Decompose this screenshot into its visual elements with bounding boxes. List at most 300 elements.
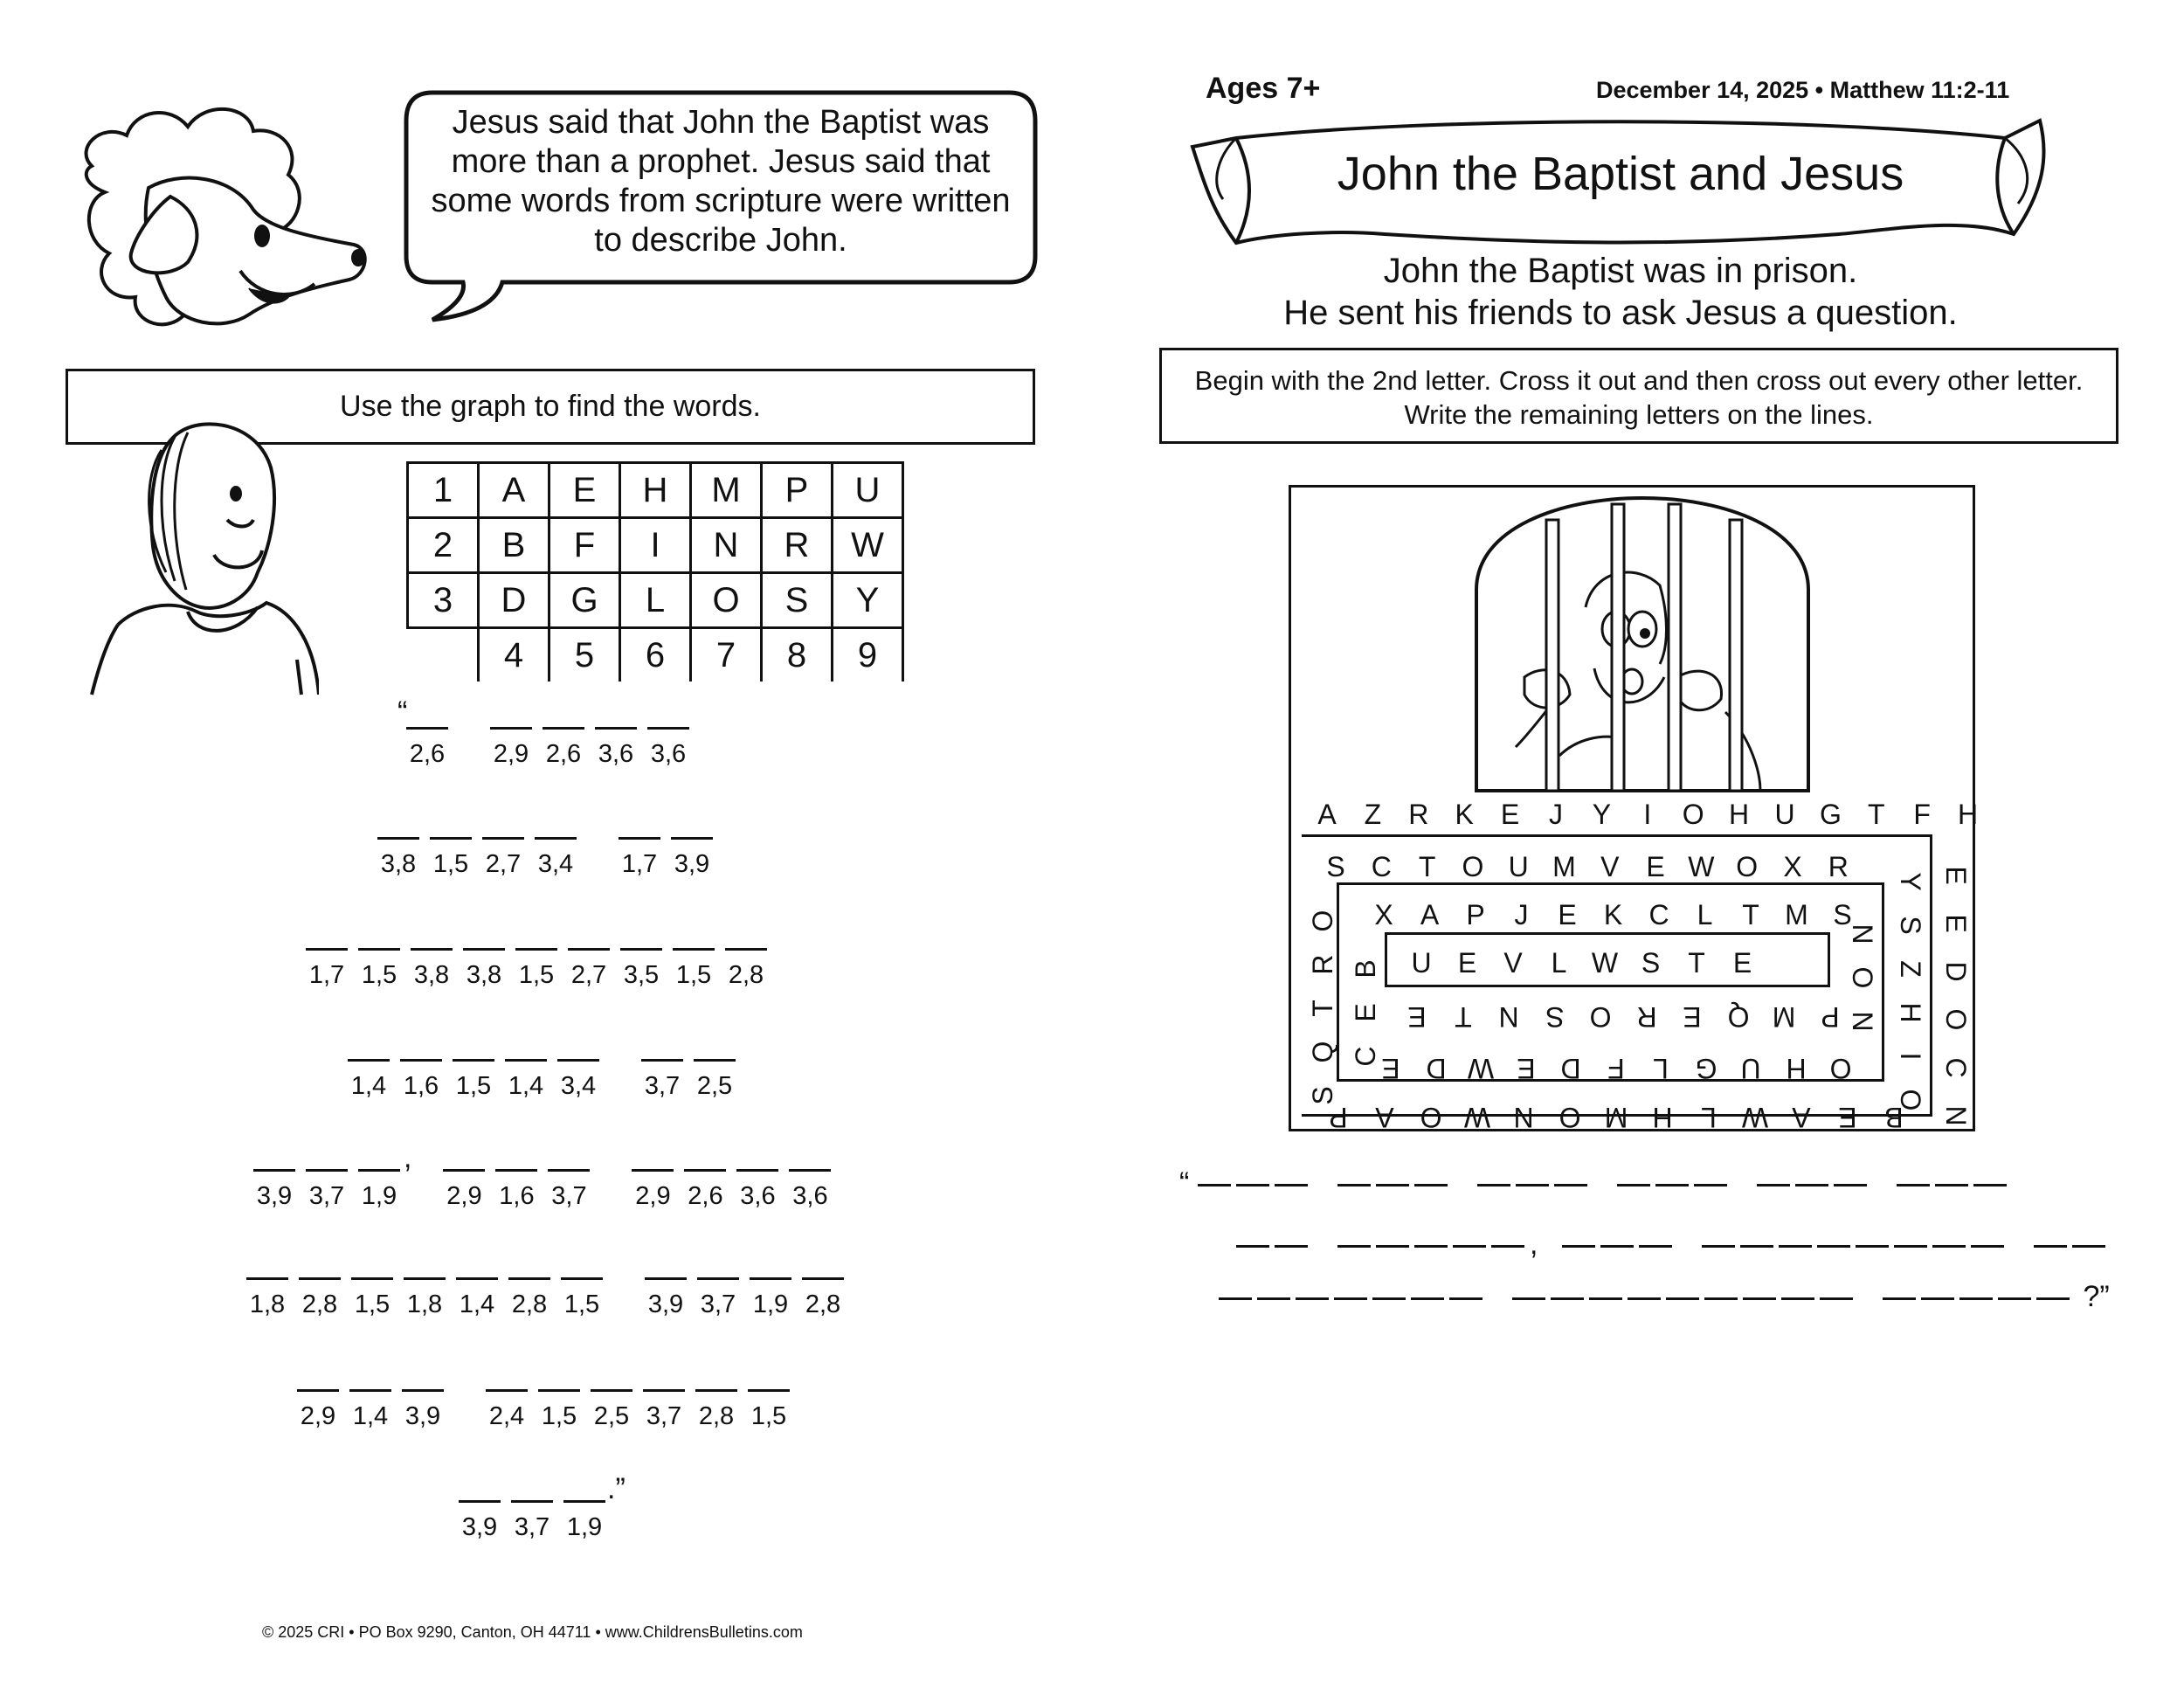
maze-outer-top-letter: W: [1688, 851, 1715, 882]
answer-blank[interactable]: [1757, 1184, 1790, 1186]
page-title: John the Baptist and Jesus: [1337, 148, 1904, 200]
letter-slot[interactable]: [306, 948, 348, 990]
letter-code: 2,6: [409, 740, 446, 768]
graph-instruction-text: Use the graph to find the words.: [340, 390, 761, 423]
maze-mid-bottom-letter: G: [1695, 1053, 1717, 1084]
maze-left-outer-letter: R: [1307, 954, 1338, 975]
maze-mid-top-letter: K: [1603, 899, 1623, 930]
maze-top-letter: I: [1643, 799, 1652, 830]
answer-blank[interactable]: [1743, 1297, 1776, 1300]
maze-left-inner-letter: E: [1350, 1003, 1381, 1022]
maze-top-letter: T: [1868, 799, 1885, 830]
letter-slot[interactable]: [684, 1169, 726, 1211]
letter-slot[interactable]: [486, 1389, 528, 1431]
answer-blank[interactable]: [1337, 1184, 1371, 1186]
graph-col-number: 9: [833, 628, 903, 682]
letter-slot[interactable]: [695, 1389, 737, 1431]
maze-top-letter: E: [1500, 799, 1520, 830]
letter-code: 3,6: [740, 1182, 776, 1210]
maze-top-letter: G: [1819, 799, 1842, 830]
letter-code: 1,4: [350, 1072, 387, 1100]
question-line-2: [1236, 1228, 2111, 1262]
prison-illustration: [1472, 494, 1813, 795]
letter-slot[interactable]: [748, 1389, 790, 1431]
maze-outer-right-letter: H: [1895, 1002, 1926, 1023]
maze-inner-bottom-letter: P: [1820, 1001, 1840, 1033]
maze-outer-top-letter: C: [1371, 851, 1392, 882]
maze-mid-right-letter: N: [1847, 1011, 1878, 1032]
letter-code: 2,4: [488, 1402, 525, 1430]
maze-mid-top-letter: M: [1785, 899, 1808, 930]
letter-slot[interactable]: [725, 948, 767, 990]
graph-col-number: 5: [549, 628, 620, 682]
maze-outer-top-letter: O: [1736, 851, 1759, 882]
maze-outer-bottom-letter: W: [1463, 1102, 1491, 1133]
answer-blank[interactable]: [1856, 1245, 1889, 1248]
maze-inner-top-letter: V: [1503, 947, 1523, 979]
graph-cell: W: [833, 518, 903, 573]
letter-slot[interactable]: [404, 1277, 446, 1319]
letter-slot[interactable]: [595, 727, 637, 769]
letter-slot[interactable]: [643, 1389, 685, 1431]
answer-blank[interactable]: [1275, 1245, 1308, 1248]
graph-cell: B: [479, 518, 549, 573]
answer-blank[interactable]: [1491, 1245, 1524, 1248]
letter-code: 2,6: [545, 740, 582, 768]
answer-blank[interactable]: [1516, 1184, 1549, 1186]
maze-top-letter: A: [1317, 799, 1337, 830]
graph-row-3: [408, 573, 903, 628]
graph-cell: 1: [408, 463, 479, 518]
maze-right-edge-letter: N: [1940, 1105, 1972, 1126]
answer-blanks: [1236, 1228, 2111, 1261]
answer-blank[interactable]: [1236, 1184, 1269, 1186]
answer-blank[interactable]: [1198, 1184, 1231, 1186]
maze-outer-bottom-letter: P: [1329, 1102, 1348, 1133]
answer-row: [348, 1059, 746, 1101]
answer-blank[interactable]: [1834, 1184, 1867, 1186]
graph-cell: N: [691, 518, 762, 573]
answer-blank[interactable]: [1449, 1297, 1482, 1300]
comma: ,: [1530, 1228, 1538, 1261]
maze-right-edge-letter: E: [1940, 914, 1972, 933]
letter-slot[interactable]: [377, 837, 419, 879]
answer-blanks: [1198, 1166, 2012, 1200]
letter-slot[interactable]: [406, 727, 448, 769]
letter-slot[interactable]: [400, 1059, 442, 1101]
letter-code: 1,5: [354, 1290, 390, 1318]
maze-right-edge-letter: D: [1940, 961, 1972, 982]
maze-left-outer-letter: Q: [1307, 1041, 1338, 1063]
graph-cell: Y: [833, 573, 903, 628]
graph-col-number: 4: [479, 628, 549, 682]
maze-right-edge-letter: E: [1940, 866, 1972, 885]
answer-blank[interactable]: [1372, 1297, 1406, 1300]
answer-blank[interactable]: [2072, 1245, 2105, 1248]
letter-slot[interactable]: [632, 1169, 674, 1211]
answer-row: [246, 1277, 854, 1319]
maze-mid-bottom-letter: D: [1560, 1053, 1581, 1084]
maze-inner-bottom-letter: O: [1589, 1001, 1612, 1033]
question-open-quote: “: [1179, 1166, 1190, 1200]
letter-code: 3,7: [644, 1072, 681, 1100]
letter-slot[interactable]: [348, 1059, 390, 1101]
maze-inner-top-letter: L: [1551, 947, 1567, 979]
maze-inner-bottom-letter: R: [1635, 1001, 1657, 1033]
jesus-illustration: [83, 398, 319, 708]
answer-blanks: [1219, 1280, 2075, 1313]
maze-mid-bottom-letter: U: [1740, 1053, 1761, 1084]
graph-cell: 3: [408, 573, 479, 628]
letter-code: 3,9: [256, 1182, 293, 1210]
answer-blank[interactable]: [1959, 1297, 1993, 1300]
letter-slot[interactable]: [561, 1277, 603, 1319]
letter-code: 3,9: [674, 850, 710, 878]
letter-code: 3,7: [551, 1182, 587, 1210]
letter-code: 1,4: [459, 1290, 495, 1318]
maze-outer-top-letter: O: [1462, 851, 1484, 882]
letter-code: 1,7: [621, 850, 658, 878]
answer-blank[interactable]: [1973, 1184, 2007, 1186]
maze-outer-right-letter: Y: [1895, 872, 1926, 891]
letter-code: 1,8: [406, 1290, 443, 1318]
graph-col-number: 8: [762, 628, 833, 682]
maze-outer-top-letter: U: [1508, 851, 1529, 882]
graph-column-numbers: [408, 628, 903, 682]
maze-inner-top-letter: U: [1411, 947, 1432, 979]
subtitle-line-1: John the Baptist was in prison.: [1383, 252, 1858, 290]
letter-slot[interactable]: [789, 1169, 831, 1211]
letter-slot[interactable]: [591, 1389, 632, 1431]
maze-mid-right-letter: O: [1847, 966, 1878, 989]
letter-slot[interactable]: [694, 1059, 736, 1101]
answer-blank[interactable]: [1820, 1297, 1853, 1300]
answer-blank[interactable]: [1781, 1297, 1814, 1300]
letter-code: 1,5: [432, 850, 469, 878]
answer-row: [459, 1472, 625, 1542]
letter-slot[interactable]: [645, 1277, 687, 1319]
maze-inner-bottom-letter: E: [1683, 1001, 1702, 1033]
answer-blank[interactable]: [1998, 1297, 2031, 1300]
answer-blank[interactable]: [1740, 1245, 1773, 1248]
letter-slot[interactable]: [463, 948, 505, 990]
letter-code: 1,6: [403, 1072, 439, 1100]
answer-blank[interactable]: [1337, 1245, 1371, 1248]
letter-slot[interactable]: [430, 837, 472, 879]
letter-slot[interactable]: [568, 948, 610, 990]
ages-label: Ages 7+: [1206, 72, 1321, 105]
letter-slot[interactable]: [482, 837, 524, 879]
question-line-3: [1219, 1280, 2110, 1314]
maze-mid-top-letter: E: [1558, 899, 1577, 930]
graph-cell: O: [691, 573, 762, 628]
letter-slot[interactable]: [619, 837, 660, 879]
graph-cell: D: [479, 573, 549, 628]
letter-code: 1,5: [563, 1290, 600, 1318]
letter-slot[interactable]: [246, 1277, 288, 1319]
letter-code: 2,9: [493, 740, 529, 768]
maze-outer-bottom-letter: M: [1604, 1102, 1628, 1133]
letter-code: 1,5: [518, 961, 555, 989]
subtitle-line-2: He sent his friends to ask Jesus a question.: [1283, 294, 1958, 332]
letter-slot[interactable]: [538, 1389, 580, 1431]
maze-mid-top-letter: L: [1697, 899, 1713, 930]
graph-cell: R: [762, 518, 833, 573]
graph-cell: H: [620, 463, 691, 518]
answer-blank[interactable]: [1551, 1297, 1584, 1300]
cross-out-instruction-text: Begin with the 2nd letter. Cross it out and then cross out every other letter. Write the remaining letters on the lines.: [1194, 365, 2084, 430]
graph-row-1: [408, 463, 903, 518]
answer-row: [297, 1389, 800, 1431]
open-quote: “: [397, 695, 408, 729]
letter-code: 2,8: [511, 1290, 548, 1318]
letter-slot[interactable]: [563, 1500, 605, 1542]
maze-mid-top-letter: T: [1742, 899, 1759, 930]
maze-outer-bottom-letter: E: [1838, 1102, 1857, 1133]
maze-inner-bottom-letter: N: [1498, 1001, 1519, 1033]
maze-outer-top-letter: R: [1828, 851, 1849, 882]
answer-blank[interactable]: [1600, 1245, 1634, 1248]
letter-code: 3,8: [380, 850, 417, 878]
answer-blank[interactable]: [1453, 1245, 1486, 1248]
letter-code: 1,5: [361, 961, 397, 989]
letter-slot[interactable]: [736, 1169, 778, 1211]
graph-cell: U: [833, 463, 903, 518]
maze-outer-right-letter: I: [1895, 1052, 1926, 1061]
letter-slot[interactable]: [456, 1277, 498, 1319]
maze-left-outer-letter: O: [1307, 910, 1338, 932]
letter-code: 2,8: [301, 1290, 338, 1318]
letter-slot[interactable]: [515, 948, 557, 990]
maze-outer-bottom-letter: A: [1792, 1102, 1811, 1133]
maze-outer-top-letter: T: [1418, 851, 1436, 882]
letter-slot[interactable]: [443, 1169, 485, 1211]
letter-code: 1,9: [566, 1513, 603, 1541]
maze-mid-bottom-letter: H: [1785, 1053, 1807, 1084]
answer-blank[interactable]: [1817, 1245, 1850, 1248]
answer-blank[interactable]: [1376, 1245, 1409, 1248]
graph-cell: I: [620, 518, 691, 573]
letter-slot[interactable]: [453, 1059, 494, 1101]
graph-cell: G: [549, 573, 620, 628]
answer-blank[interactable]: [1971, 1245, 2004, 1248]
maze-inner-top-letter: W: [1591, 947, 1619, 979]
graph-row-2: [408, 518, 903, 573]
letter-code: 3,4: [560, 1072, 597, 1100]
maze-outer-bottom-letter: O: [1559, 1102, 1581, 1133]
maze-left-outer-letter: S: [1307, 1086, 1338, 1105]
graph-cell: A: [479, 463, 549, 518]
answer-blank[interactable]: [2034, 1245, 2067, 1248]
letter-graph: [406, 461, 904, 681]
answer-blank[interactable]: [1219, 1297, 1252, 1300]
letter-slot[interactable]: [535, 837, 577, 879]
maze-top-letter: F: [1913, 799, 1931, 830]
letter-code: 1,7: [308, 961, 345, 989]
answer-blank[interactable]: [1795, 1184, 1828, 1186]
answer-blank[interactable]: [1655, 1184, 1689, 1186]
maze-right-edge-letter: C: [1940, 1057, 1972, 1078]
answer-blank[interactable]: [1921, 1297, 1954, 1300]
letter-code: 2,5: [696, 1072, 733, 1100]
answer-blank[interactable]: [1617, 1184, 1650, 1186]
answer-blank[interactable]: [1639, 1245, 1672, 1248]
answer-row: [253, 1141, 841, 1211]
letter-slot[interactable]: [802, 1277, 844, 1319]
maze-outer-right-letter: O: [1895, 1089, 1926, 1111]
sheep-illustration: [66, 87, 380, 358]
letter-slot[interactable]: [641, 1059, 683, 1101]
letter-slot[interactable]: [671, 837, 713, 879]
letter-code: 2,9: [300, 1402, 336, 1430]
question-close-quote: ?”: [2083, 1280, 2110, 1313]
maze-inner-bottom-letter: M: [1772, 1001, 1796, 1033]
maze-mid-bottom-letter: F: [1607, 1053, 1625, 1084]
letter-slot[interactable]: [511, 1500, 553, 1542]
answer-blank[interactable]: [1554, 1184, 1587, 1186]
graph-col-number: 6: [620, 628, 691, 682]
letter-slot[interactable]: [402, 1389, 444, 1431]
letter-code: 3,6: [598, 740, 634, 768]
answer-blank[interactable]: [1694, 1184, 1727, 1186]
maze-outer-right-letter: Z: [1895, 960, 1926, 978]
answer-blank[interactable]: [1666, 1297, 1699, 1300]
maze-mid-bottom-letter: O: [1829, 1053, 1852, 1084]
answer-blank[interactable]: [1894, 1245, 1927, 1248]
answer-blank[interactable]: [1702, 1245, 1735, 1248]
answer-row: [377, 837, 723, 879]
letter-code: 3,4: [537, 850, 574, 878]
maze-outer-top-letter: M: [1552, 851, 1576, 882]
letter-slot[interactable]: [647, 727, 689, 769]
answer-blank[interactable]: [1414, 1184, 1448, 1186]
answer-blank[interactable]: [1512, 1297, 1545, 1300]
letter-slot[interactable]: [358, 1169, 400, 1211]
graph-cell: E: [549, 463, 620, 518]
maze-right-edge-letter: O: [1940, 1008, 1972, 1031]
answer-blank[interactable]: [1477, 1184, 1510, 1186]
letter-slot[interactable]: [620, 948, 662, 990]
letter-code: 1,5: [455, 1072, 492, 1100]
letter-code: 3,7: [308, 1182, 345, 1210]
comma: ,: [404, 1141, 412, 1174]
letter-slot[interactable]: [495, 1169, 537, 1211]
letter-code: 2,7: [485, 850, 522, 878]
letter-slot[interactable]: [358, 948, 400, 990]
letter-code: 3,7: [700, 1290, 736, 1318]
answer-blank[interactable]: [1257, 1297, 1290, 1300]
letter-slot[interactable]: [750, 1277, 791, 1319]
maze-inner-bottom-letter: Q: [1727, 1001, 1749, 1033]
maze-inner-bottom-letter: E: [1407, 1001, 1427, 1033]
letter-code: 3,9: [461, 1513, 498, 1541]
letter-code: 2,5: [593, 1402, 630, 1430]
letter-slot[interactable]: [557, 1059, 599, 1101]
letter-code: 3,5: [623, 961, 660, 989]
letter-code: 1,4: [508, 1072, 544, 1100]
answer-blank[interactable]: [1704, 1297, 1738, 1300]
letter-code: 2,8: [728, 961, 764, 989]
letter-slot[interactable]: [349, 1389, 391, 1431]
maze-outer-right-letter: S: [1895, 916, 1926, 935]
letter-code: 2,6: [688, 1182, 723, 1210]
letter-slot[interactable]: [351, 1277, 393, 1319]
answer-blank[interactable]: [1589, 1297, 1622, 1300]
answer-blank[interactable]: [1275, 1184, 1308, 1186]
letter-slot[interactable]: [299, 1277, 341, 1319]
maze-mid-top-letter: X: [1374, 899, 1393, 930]
answer-blank[interactable]: [1779, 1245, 1812, 1248]
answer-blank[interactable]: [2036, 1297, 2070, 1300]
answer-blank[interactable]: [1562, 1245, 1595, 1248]
graph-cell: 2: [408, 518, 479, 573]
maze-outer-top-letter: S: [1326, 851, 1345, 882]
letter-slot[interactable]: [411, 948, 453, 990]
answer-blank[interactable]: [1376, 1184, 1409, 1186]
maze-inner-top-letter: T: [1688, 947, 1705, 979]
letter-code: 3,9: [404, 1402, 441, 1430]
answer-blank[interactable]: [1296, 1297, 1329, 1300]
maze-mid-top-letter: C: [1648, 899, 1669, 930]
maze-outer-bottom-letter: O: [1420, 1102, 1442, 1133]
letter-slot[interactable]: [459, 1500, 501, 1542]
letter-code: 1,6: [499, 1182, 535, 1210]
answer-blank[interactable]: [1935, 1184, 1968, 1186]
letter-slot[interactable]: [543, 727, 584, 769]
maze-top-letter: Z: [1364, 799, 1382, 830]
answer-row: [397, 695, 700, 769]
maze-mid-right-letter: N: [1847, 924, 1878, 944]
letter-slot[interactable]: [297, 1389, 339, 1431]
letter-code: 3,8: [466, 961, 502, 989]
maze-mid-bottom-letter: E: [1381, 1053, 1400, 1084]
footer-copyright: © 2025 CRI • PO Box 9290, Canton, OH 44711 • www.ChildrensBulletins.com: [262, 1623, 803, 1641]
answer-row: [306, 948, 778, 990]
maze-inner-bottom-letter: T: [1454, 1001, 1472, 1033]
answer-blank[interactable]: [1414, 1245, 1448, 1248]
letter-code: 3,9: [647, 1290, 684, 1318]
close-quote: .”: [607, 1472, 625, 1505]
maze-top-letter: K: [1455, 799, 1474, 830]
letter-slot[interactable]: [673, 948, 715, 990]
letter-slot[interactable]: [490, 727, 532, 769]
letter-slot[interactable]: [505, 1059, 547, 1101]
letter-slot[interactable]: [548, 1169, 590, 1211]
letter-slot[interactable]: [253, 1169, 295, 1211]
maze-mid-top-letter: P: [1466, 899, 1485, 930]
letter-code: 1,5: [541, 1402, 577, 1430]
answer-blank[interactable]: [1334, 1297, 1367, 1300]
answer-blank[interactable]: [1411, 1297, 1444, 1300]
question-line-1: [1179, 1166, 2012, 1200]
maze-top-letter: U: [1774, 799, 1795, 830]
answer-blank[interactable]: [1897, 1184, 1930, 1186]
maze-mid-bottom-letter: E: [1516, 1053, 1536, 1084]
maze-inner-top-letter: S: [1641, 947, 1661, 979]
answer-blank[interactable]: [1883, 1297, 1916, 1300]
letter-slot[interactable]: [306, 1169, 348, 1211]
letter-code: 2,7: [570, 961, 607, 989]
maze-top-letter: R: [1408, 799, 1429, 830]
maze-top-letter: H: [1958, 799, 1979, 830]
answer-blank[interactable]: [1236, 1245, 1269, 1248]
answer-blank[interactable]: [1932, 1245, 1966, 1248]
letter-slot[interactable]: [697, 1277, 739, 1319]
answer-blank[interactable]: [1628, 1297, 1661, 1300]
letter-code: 1,9: [361, 1182, 397, 1210]
letter-slot[interactable]: [508, 1277, 550, 1319]
maze-mid-top-letter: S: [1833, 899, 1852, 930]
